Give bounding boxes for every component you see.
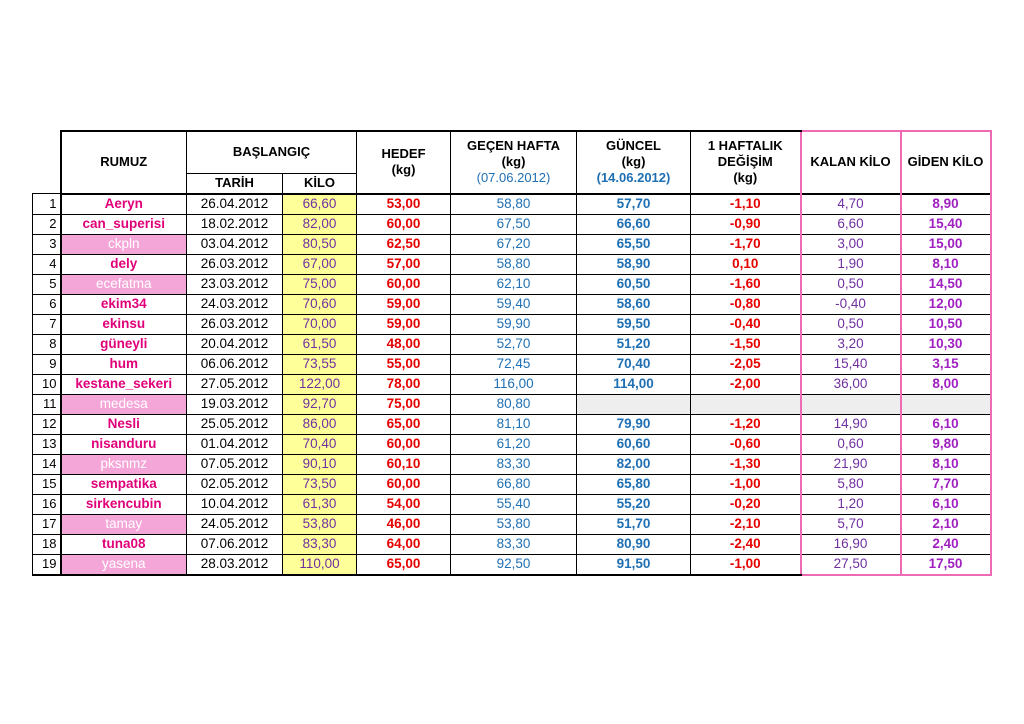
- giden-cell: 2,40: [901, 534, 991, 554]
- rumuz-cell: nisanduru: [61, 434, 187, 454]
- giden-cell: 2,10: [901, 514, 991, 534]
- rumuz-cell: tamay: [61, 514, 187, 534]
- guncel-cell: 82,00: [577, 454, 691, 474]
- tarih-cell: 24.05.2012: [187, 514, 283, 534]
- tarih-header: TARİH: [187, 173, 283, 194]
- rumuz-cell: ckpln: [61, 234, 187, 254]
- guncel-cell: 51,20: [577, 334, 691, 354]
- tarih-cell: 18.02.2012: [187, 214, 283, 234]
- row-number: 11: [33, 394, 61, 414]
- row-number: 17: [33, 514, 61, 534]
- hedef-cell: 53,00: [357, 194, 451, 215]
- kalan-cell: 36,00: [801, 374, 901, 394]
- hedef-cell: 57,00: [357, 254, 451, 274]
- kilo-cell: 70,40: [283, 434, 357, 454]
- table-row: [33, 434, 991, 454]
- giden-cell: 3,15: [901, 354, 991, 374]
- rumuz-header: RUMUZ: [61, 131, 187, 194]
- kalan-cell: 0,50: [801, 274, 901, 294]
- kalan-cell: [801, 394, 901, 414]
- kalan-cell: 15,40: [801, 354, 901, 374]
- gecen-cell: 67,50: [451, 214, 577, 234]
- hedef-cell: 60,00: [357, 274, 451, 294]
- weight-tracking-table: [32, 130, 992, 576]
- degisim-cell: -1,50: [691, 334, 801, 354]
- guncel-cell: 80,90: [577, 534, 691, 554]
- row-number-header: [33, 131, 61, 194]
- kilo-header: KİLO: [283, 173, 357, 194]
- gecen-cell: 53,80: [451, 514, 577, 534]
- gecen-cell: 83,30: [451, 534, 577, 554]
- row-number: 8: [33, 334, 61, 354]
- degisim-cell: [691, 394, 801, 414]
- gecen-cell: 81,10: [451, 414, 577, 434]
- hedef-label: HEDEF: [381, 146, 426, 162]
- kilo-cell: 70,60: [283, 294, 357, 314]
- guncel-header: [577, 131, 691, 194]
- table-row: [33, 234, 991, 254]
- hedef-cell: 65,00: [357, 414, 451, 434]
- kalan-cell: 1,20: [801, 494, 901, 514]
- guncel-cell: 57,70: [577, 194, 691, 215]
- kilo-cell: 53,80: [283, 514, 357, 534]
- degisim-cell: -0,40: [691, 314, 801, 334]
- hedef-cell: 60,00: [357, 434, 451, 454]
- rumuz-cell: sirkencubin: [61, 494, 187, 514]
- degisim-cell: 0,10: [691, 254, 801, 274]
- baslangic-header: BAŞLANGIÇ: [187, 131, 357, 173]
- giden-cell: 10,50: [901, 314, 991, 334]
- table-row: [33, 554, 991, 575]
- degisim-cell: -0,20: [691, 494, 801, 514]
- giden-kilo-header: GİDEN KİLO: [901, 131, 991, 194]
- rumuz-cell: ecefatma: [61, 274, 187, 294]
- gecen-date: (07.06.2012): [476, 170, 551, 186]
- row-number: 4: [33, 254, 61, 274]
- giden-cell: 14,50: [901, 274, 991, 294]
- kilo-cell: 73,55: [283, 354, 357, 374]
- tarih-cell: 10.04.2012: [187, 494, 283, 514]
- table-row: [33, 374, 991, 394]
- kalan-cell: 16,90: [801, 534, 901, 554]
- kilo-cell: 75,00: [283, 274, 357, 294]
- table-row: [33, 274, 991, 294]
- table-row: [33, 534, 991, 554]
- rumuz-cell: kestane_sekeri: [61, 374, 187, 394]
- rumuz-cell: güneyli: [61, 334, 187, 354]
- gecen-cell: 92,50: [451, 554, 577, 575]
- tarih-cell: 24.03.2012: [187, 294, 283, 314]
- rumuz-cell: hum: [61, 354, 187, 374]
- row-number: 12: [33, 414, 61, 434]
- tarih-cell: 19.03.2012: [187, 394, 283, 414]
- giden-cell: 6,10: [901, 414, 991, 434]
- tarih-cell: 01.04.2012: [187, 434, 283, 454]
- giden-cell: 7,70: [901, 474, 991, 494]
- degisim-cell: -2,40: [691, 534, 801, 554]
- giden-cell: 8,00: [901, 374, 991, 394]
- row-number: 19: [33, 554, 61, 575]
- guncel-cell: 114,00: [577, 374, 691, 394]
- tarih-cell: 23.03.2012: [187, 274, 283, 294]
- table-row: [33, 254, 991, 274]
- guncel-cell: 58,60: [577, 294, 691, 314]
- hedef-cell: 65,00: [357, 554, 451, 575]
- kalan-cell: 5,70: [801, 514, 901, 534]
- row-number: 1: [33, 194, 61, 215]
- degisim-unit: (kg): [733, 170, 758, 186]
- rumuz-cell: medesa: [61, 394, 187, 414]
- table-row: [33, 354, 991, 374]
- kalan-cell: 0,60: [801, 434, 901, 454]
- guncel-cell: 59,50: [577, 314, 691, 334]
- rumuz-cell: pksnmz: [61, 454, 187, 474]
- table-row: [33, 194, 991, 215]
- degisim-cell: -0,90: [691, 214, 801, 234]
- tarih-cell: 07.06.2012: [187, 534, 283, 554]
- gecen-cell: 62,10: [451, 274, 577, 294]
- guncel-cell: 51,70: [577, 514, 691, 534]
- guncel-cell: 66,60: [577, 214, 691, 234]
- kilo-cell: 122,00: [283, 374, 357, 394]
- row-number: 7: [33, 314, 61, 334]
- giden-cell: 10,30: [901, 334, 991, 354]
- hedef-unit: (kg): [391, 162, 416, 178]
- kilo-cell: 61,30: [283, 494, 357, 514]
- giden-cell: 8,10: [901, 454, 991, 474]
- hedef-cell: 60,00: [357, 474, 451, 494]
- kilo-cell: 110,00: [283, 554, 357, 575]
- kalan-kilo-header: KALAN KİLO: [801, 131, 901, 194]
- gecen-cell: 58,80: [451, 194, 577, 215]
- hedef-cell: 48,00: [357, 334, 451, 354]
- kalan-cell: 21,90: [801, 454, 901, 474]
- degisim-label-1: 1 HAFTALIK: [707, 138, 783, 154]
- rumuz-cell: yasena: [61, 554, 187, 575]
- table-row: [33, 514, 991, 534]
- row-number: 3: [33, 234, 61, 254]
- degisim-cell: -1,60: [691, 274, 801, 294]
- table-row: [33, 394, 991, 414]
- kilo-cell: 67,00: [283, 254, 357, 274]
- kilo-cell: 80,50: [283, 234, 357, 254]
- rumuz-cell: Nesli: [61, 414, 187, 434]
- table-row: [33, 474, 991, 494]
- degisim-cell: -2,00: [691, 374, 801, 394]
- gecen-cell: 52,70: [451, 334, 577, 354]
- kilo-cell: 90,10: [283, 454, 357, 474]
- hedef-cell: 59,00: [357, 294, 451, 314]
- giden-cell: 8,10: [901, 254, 991, 274]
- gecen-cell: 66,80: [451, 474, 577, 494]
- tarih-cell: 07.05.2012: [187, 454, 283, 474]
- table-row: [33, 454, 991, 474]
- giden-cell: 8,90: [901, 194, 991, 215]
- gecen-cell: 83,30: [451, 454, 577, 474]
- tarih-cell: 06.06.2012: [187, 354, 283, 374]
- kalan-cell: 5,80: [801, 474, 901, 494]
- guncel-cell: 79,90: [577, 414, 691, 434]
- giden-cell: [901, 394, 991, 414]
- degisim-cell: -0,60: [691, 434, 801, 454]
- row-number: 5: [33, 274, 61, 294]
- degisim-cell: -1,30: [691, 454, 801, 474]
- tarih-cell: 27.05.2012: [187, 374, 283, 394]
- guncel-unit: (kg): [621, 154, 646, 170]
- rumuz-cell: tuna08: [61, 534, 187, 554]
- kilo-cell: 82,00: [283, 214, 357, 234]
- gecen-cell: 116,00: [451, 374, 577, 394]
- row-number: 15: [33, 474, 61, 494]
- table-row: [33, 214, 991, 234]
- table-header: [33, 131, 991, 194]
- tarih-cell: 26.04.2012: [187, 194, 283, 215]
- guncel-cell: 60,60: [577, 434, 691, 454]
- row-number: 10: [33, 374, 61, 394]
- tarih-cell: 03.04.2012: [187, 234, 283, 254]
- row-number: 14: [33, 454, 61, 474]
- hedef-cell: 75,00: [357, 394, 451, 414]
- gecen-cell: 67,20: [451, 234, 577, 254]
- kalan-cell: 1,90: [801, 254, 901, 274]
- kalan-cell: 4,70: [801, 194, 901, 215]
- hedef-cell: 62,50: [357, 234, 451, 254]
- row-number: 13: [33, 434, 61, 454]
- row-number: 16: [33, 494, 61, 514]
- guncel-cell: 55,20: [577, 494, 691, 514]
- guncel-cell: 65,80: [577, 474, 691, 494]
- guncel-date: (14.06.2012): [596, 170, 671, 186]
- kilo-cell: 66,60: [283, 194, 357, 215]
- hedef-cell: 60,00: [357, 214, 451, 234]
- hedef-cell: 55,00: [357, 354, 451, 374]
- kalan-cell: 3,20: [801, 334, 901, 354]
- gecen-label: GEÇEN HAFTA: [467, 138, 560, 154]
- gecen-hafta-header: [451, 131, 577, 194]
- gecen-cell: 80,80: [451, 394, 577, 414]
- hedef-cell: 78,00: [357, 374, 451, 394]
- rumuz-cell: ekinsu: [61, 314, 187, 334]
- kalan-cell: -0,40: [801, 294, 901, 314]
- giden-cell: 15,00: [901, 234, 991, 254]
- tarih-cell: 26.03.2012: [187, 314, 283, 334]
- gecen-cell: 58,80: [451, 254, 577, 274]
- hedef-cell: 59,00: [357, 314, 451, 334]
- kilo-cell: 86,00: [283, 414, 357, 434]
- degisim-cell: -2,05: [691, 354, 801, 374]
- giden-cell: 6,10: [901, 494, 991, 514]
- kilo-cell: 70,00: [283, 314, 357, 334]
- gecen-unit: (kg): [501, 154, 526, 170]
- table-row: [33, 294, 991, 314]
- rumuz-cell: dely: [61, 254, 187, 274]
- kalan-cell: 0,50: [801, 314, 901, 334]
- degisim-cell: -0,80: [691, 294, 801, 314]
- hedef-cell: 54,00: [357, 494, 451, 514]
- giden-cell: 12,00: [901, 294, 991, 314]
- degisim-cell: -1,10: [691, 194, 801, 215]
- table-row: [33, 494, 991, 514]
- degisim-label-2: DEĞİŞİM: [717, 154, 773, 170]
- degisim-cell: -1,00: [691, 474, 801, 494]
- kalan-cell: 6,60: [801, 214, 901, 234]
- guncel-cell: [577, 394, 691, 414]
- kalan-cell: 27,50: [801, 554, 901, 575]
- rumuz-cell: ekim34: [61, 294, 187, 314]
- tarih-cell: 28.03.2012: [187, 554, 283, 575]
- gecen-cell: 61,20: [451, 434, 577, 454]
- degisim-cell: -1,70: [691, 234, 801, 254]
- gecen-cell: 59,40: [451, 294, 577, 314]
- degisim-cell: -1,20: [691, 414, 801, 434]
- kalan-cell: 14,90: [801, 414, 901, 434]
- hedef-cell: 64,00: [357, 534, 451, 554]
- rumuz-cell: Aeryn: [61, 194, 187, 215]
- guncel-cell: 58,90: [577, 254, 691, 274]
- kilo-cell: 92,70: [283, 394, 357, 414]
- giden-cell: 15,40: [901, 214, 991, 234]
- guncel-cell: 91,50: [577, 554, 691, 575]
- table-row: [33, 414, 991, 434]
- kilo-cell: 83,30: [283, 534, 357, 554]
- guncel-cell: 65,50: [577, 234, 691, 254]
- hedef-cell: 60,10: [357, 454, 451, 474]
- guncel-cell: 70,40: [577, 354, 691, 374]
- rumuz-cell: sempatika: [61, 474, 187, 494]
- row-number: 2: [33, 214, 61, 234]
- row-number: 9: [33, 354, 61, 374]
- row-number: 6: [33, 294, 61, 314]
- table-row: [33, 334, 991, 354]
- kilo-cell: 61,50: [283, 334, 357, 354]
- hedef-cell: 46,00: [357, 514, 451, 534]
- giden-cell: 9,80: [901, 434, 991, 454]
- table-body: [33, 194, 991, 575]
- gecen-cell: 59,90: [451, 314, 577, 334]
- degisim-cell: -2,10: [691, 514, 801, 534]
- kilo-cell: 73,50: [283, 474, 357, 494]
- row-number: 18: [33, 534, 61, 554]
- gecen-cell: 55,40: [451, 494, 577, 514]
- table-row: [33, 314, 991, 334]
- gecen-cell: 72,45: [451, 354, 577, 374]
- tarih-cell: 02.05.2012: [187, 474, 283, 494]
- kalan-cell: 3,00: [801, 234, 901, 254]
- hedef-header: [357, 131, 451, 194]
- guncel-cell: 60,50: [577, 274, 691, 294]
- tarih-cell: 25.05.2012: [187, 414, 283, 434]
- degisim-cell: -1,00: [691, 554, 801, 575]
- giden-cell: 17,50: [901, 554, 991, 575]
- guncel-label: GÜNCEL: [606, 138, 661, 154]
- tarih-cell: 20.04.2012: [187, 334, 283, 354]
- degisim-header: [691, 131, 801, 194]
- tarih-cell: 26.03.2012: [187, 254, 283, 274]
- rumuz-cell: can_superisi: [61, 214, 187, 234]
